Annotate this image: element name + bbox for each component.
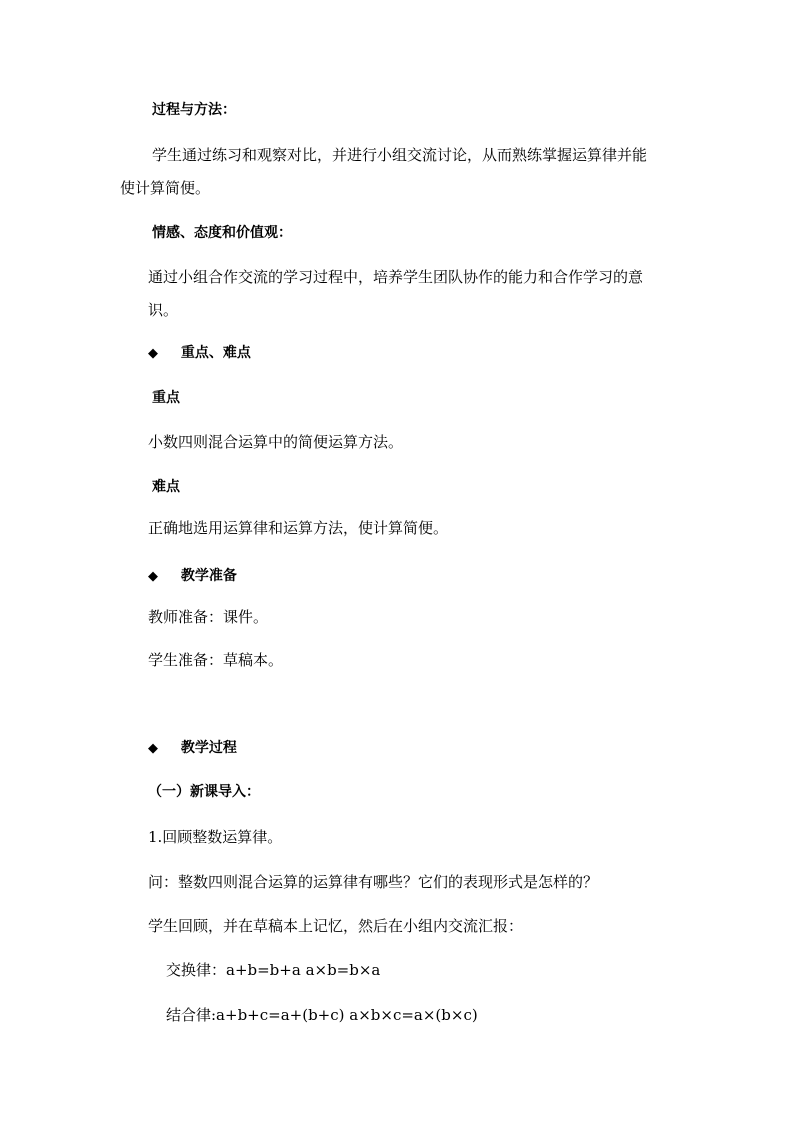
section-teaching-process bbox=[148, 738, 237, 759]
law-commutative: 交换律：a+b=b+a a×b=b×a bbox=[166, 961, 381, 979]
heading-key-point: 重点 bbox=[152, 390, 180, 406]
diamond-bullet-icon: ◆ bbox=[148, 569, 158, 584]
question-line: 问：整数四则混合运算的运算律有哪些？它们的表现形式是怎样的？ bbox=[148, 873, 599, 891]
student-review-line: 学生回顾，并在草稿本上记忆，然后在小组内交流汇报： bbox=[148, 917, 524, 935]
section-keypoints bbox=[148, 343, 251, 364]
diamond-bullet-icon: ◆ bbox=[148, 346, 158, 361]
item-review-integer-laws: 1.回顾整数运算律。 bbox=[148, 828, 283, 846]
law-associative: 结合律:a+b+c=a+(b+c) a×b×c=a×(b×c) bbox=[166, 1006, 478, 1024]
paragraph-key-point: 小数四则混合运算中的简便运算方法。 bbox=[148, 433, 404, 451]
heading-difficult-point: 难点 bbox=[152, 479, 180, 495]
prep-teacher: 教师准备：课件。 bbox=[148, 608, 269, 626]
paragraph-emotion-line2: 识。 bbox=[148, 301, 179, 319]
paragraph-process-line1: 学生通过练习和观察对比，并进行小组交流讨论，从而熟练掌握运算律并能 bbox=[152, 146, 648, 164]
section-teaching-process-title: 教学过程 bbox=[180, 740, 237, 756]
heading-process-method: 过程与方法： bbox=[152, 102, 236, 118]
paragraph-emotion-line1: 通过小组合作交流的学习过程中，培养学生团队协作的能力和合作学习的意 bbox=[148, 268, 644, 286]
section-teaching-prep-title: 教学准备 bbox=[180, 568, 237, 584]
prep-student: 学生准备：草稿本。 bbox=[148, 651, 284, 669]
section-keypoints-title: 重点、难点 bbox=[180, 345, 251, 361]
diamond-bullet-icon: ◆ bbox=[148, 741, 158, 756]
section-teaching-prep bbox=[148, 566, 237, 587]
heading-emotion-values: 情感、态度和价值观： bbox=[152, 225, 292, 241]
sub-heading-intro: （一）新课导入： bbox=[148, 784, 260, 800]
paragraph-difficult-point: 正确地选用运算律和运算方法，使计算简便。 bbox=[148, 519, 449, 537]
paragraph-process-line2: 使计算简便。 bbox=[120, 179, 211, 197]
